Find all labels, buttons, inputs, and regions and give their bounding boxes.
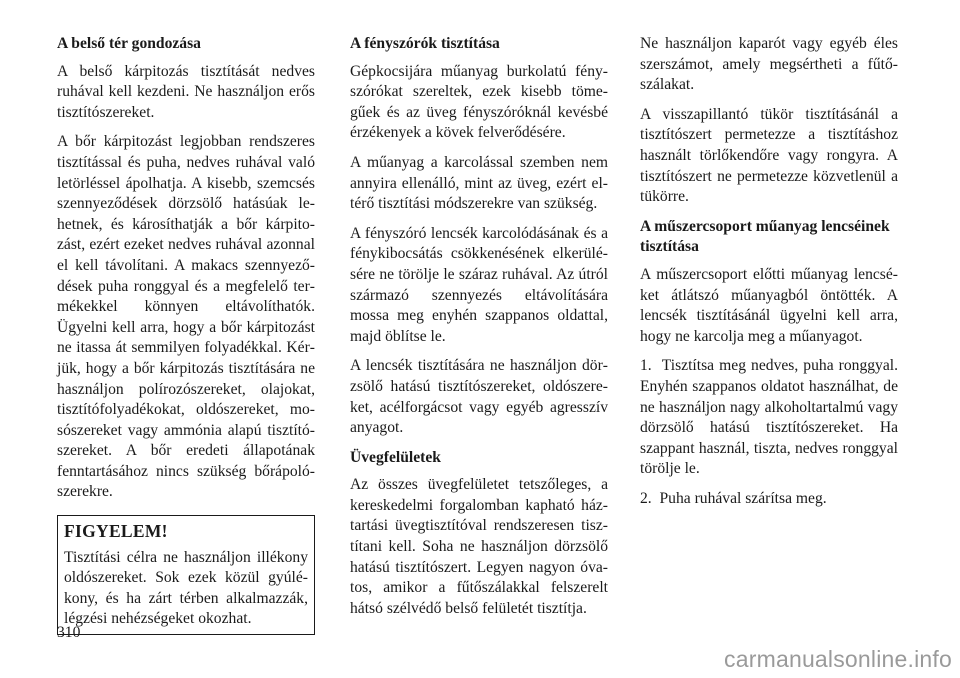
body-paragraph: A visszapillantó tükör tisztításánál a tisztítószert permetezze a tisztításhoz használt törlőkendőre vagy rongyra. A tisztítószert ne permetezze közvetlenül a tükörre. (640, 105, 898, 206)
body-paragraph: A lencsék tisztítására ne használjon dörzsölő hatású tisztítószereket, oldószereket, acélforgácsot vagy egyéb agresszív anyagot. (350, 357, 608, 437)
body-paragraph: A belső kárpitozás tisztítását nedves ruhával kell kezdeni. Ne használjon erős tisztítószereket. (57, 62, 315, 121)
page-number: 310 (57, 624, 81, 641)
body-paragraph: A bőr kárpitozást legjobban rendszeres tisztítással és puha, nedves ruhával való letörléssel ápolhatja. A kisebb, szemcsés szennyeződések dörzsölő hatásúak lehetnek, és károsíthatják a bőr kárpitozást, ezért ezeket nedves ruhával azonnal el kell távolítani. A makacs szennyeződések puha ronggyal és a megfelelő termékekkel könnyen eltávolíthatók. Ügyelni kell arra, hogy a bőr kárpitozást ne itassa át semmilyen folyadékkal. Kérjük, hogy a bőr kárpitozás tisztítására ne használjon polírozószereket, olajokat, tisztítófolyadékokat, oldószereket, mosószereket vagy ammónia alapú tisztítószereket. A bőr eredeti állapotának fenntartásához nincs szükség bőrápolószerekre. (57, 133, 315, 501)
body-paragraph: A műanyag a karcolással szemben nem annyira ellenálló, mint az üveg, ezért eltérő tisztítási módszerekre van szükség. (350, 153, 608, 213)
body-paragraph: A műszercsoport előtti műanyag lencséket átlátszó műanyagból öntötték. A lencsék tisztításánál ügyelni kell arra, hogy ne karcolja meg a műanyagot. (640, 265, 898, 345)
left-column (57, 34, 315, 635)
warning-text: Tisztítási célra ne használjon illékony oldószereket. Sok ezek közül gyúlékony, és ha zárt térben alkalmazzák, légzési nehézségeket okozhat. (64, 548, 308, 628)
list-item: 1. Tisztítsa meg nedves, puha ronggyal. Enyhén szappanos oldatot használhat, de ne használjon nagy alkoholtartalmú vagy dörzsölő hatású tisztítószereket. Ha szappant használ, tiszta, nedves ronggyal törölje le. (640, 357, 898, 478)
watermark: carmanualsonline.info (724, 646, 952, 672)
middle-column (350, 34, 608, 628)
body-paragraph: Ne használjon kaparót vagy egyéb éles szerszámot, amely megsértheti a fűtőszálakat. (640, 35, 898, 94)
steps-list (640, 356, 898, 509)
section-heading-cluster-lens: A műszercsoport műanyag lencséinek tisztítása (640, 217, 890, 256)
body-paragraph: Gépkocsijára műanyag burkolatú fényszórókat szereltek, ezek kisebb tömegűek és az üveg fényszóróknál kevésbé érzékenyek a kövek felverődésére. (350, 62, 608, 142)
right-column (640, 34, 898, 518)
section-heading-headlights: A fényszórók tisztítása (350, 35, 500, 52)
section-heading-glass: Üvegfelületek (350, 448, 441, 466)
warning-title: FIGYELEM! (64, 521, 168, 542)
section-heading-interior-care: A belső tér gondozása (57, 35, 201, 52)
body-paragraph: Az összes üvegfelületet tetszőleges, a kereskedelmi forgalomban kapható háztartási üvegtisztítóval rendszeresen tisztítani kell. Soha ne használjon dörzsölő hatású tisztítószert. Legyen nagyon óvatos, amikor a fűtőszálakkal felszerelt hátsó szélvédő belső felületét tisztítja. (350, 476, 608, 617)
list-item: 2. Puha ruhával szárítsa meg. (640, 489, 827, 507)
warning-box (57, 515, 315, 635)
body-paragraph: A fényszóró lencsék karcolódásának és a fénykibocsátás csökkenésének elkerülésére ne törölje le száraz ruhával. Az útról származó szennyezés eltávolítására mossa meg enyhén szappanos oldattal, majd öblítse le. (350, 224, 608, 345)
